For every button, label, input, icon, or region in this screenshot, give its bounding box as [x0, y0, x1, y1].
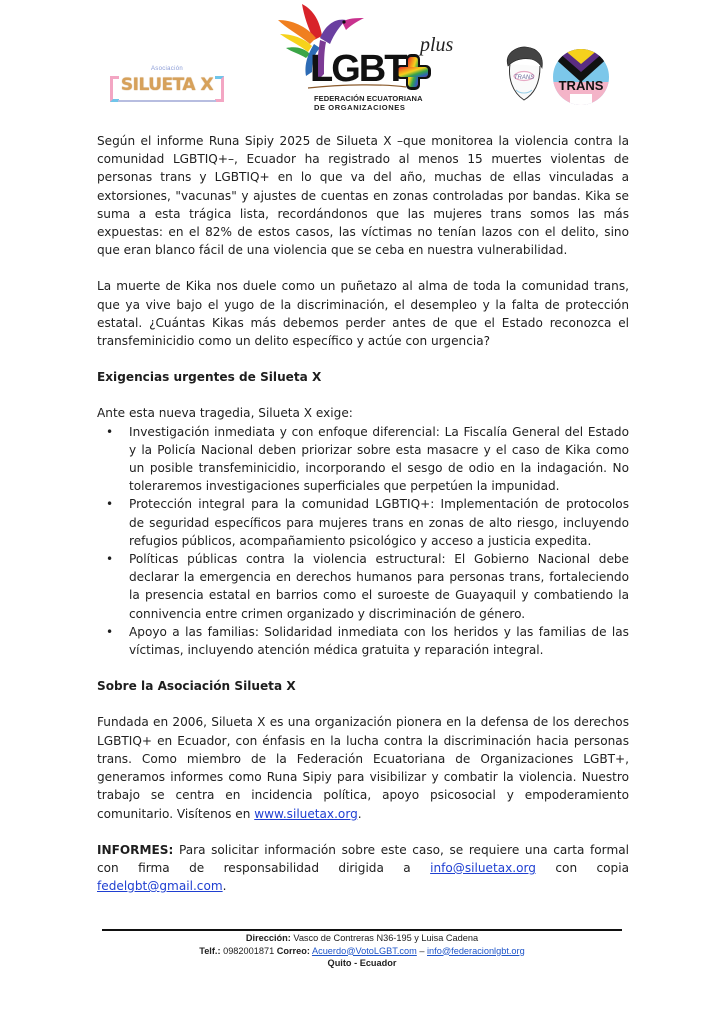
about-period: .: [357, 806, 362, 821]
footer-address-line: [102, 932, 622, 945]
email-separator: –: [416, 945, 428, 956]
demand-item: • Políticas públicas contra la violencia estructural: El Gobierno Nacional debe declarar la emergencia en derechos humanos para personas trans, fortaleciendo la presencia estatal en barrios como el suroeste de Guayaquil y combatiendo la connivencia entre crimen organizado y discriminación de género.: [129, 550, 629, 623]
intro-paragraph: Según el informe Runa Sipiy 2025 de Silueta X –que monitorea la violencia contra la comunidad LGBTIQ+–, Ecuador ha registrado al menos 15 muertes violentas de personas trans y LGBTIQ+ en lo que va del año, muchas de ellas vinculadas a extorsiones, "vacunas" y ajustes de cuentas en zonas controladas por bandas. Kika se suma a esta trágica lista, recordándonos que las mujeres trans somos las más expuestas: en el 82% de estos casos, las víctimas no tenían lazos con el delito, sino que eran blanco fácil de una violencia que se ceba en nuestra vulnerabilidad.: [97, 134, 629, 258]
informes-text: Para solicitar información sobre este caso, se requiere una carta formal con firma de responsabilidad dirigida a: [97, 842, 629, 875]
informes-label: INFORMES:: [97, 842, 174, 857]
plus-wordmark: plus: [420, 34, 454, 56]
kika-paragraph: La muerte de Kika nos duele como un puñetazo al alma de toda la comunidad trans, que ya vive bajo el yugo de la discriminación, el desempleo y la falta de protección estatal. ¿Cuántas Kikas más debemos perder antes de que el Estado reconozca el transfeminicidio como un delito específico y actúe con urgencia?: [97, 279, 629, 349]
informes-period: .: [222, 879, 227, 894]
federacion-email-link[interactable]: info@federacionlgbt.org: [427, 945, 525, 956]
silueta-x-logo: [108, 66, 226, 106]
address-label: Dirección:: [245, 933, 291, 943]
federation-lgbt-logo: [274, 0, 460, 112]
informes-mid: con copia: [536, 860, 629, 875]
trans-circle-logo: [552, 48, 610, 106]
fedelgbt-email-link[interactable]: fedelgbt@gmail.com: [97, 879, 223, 894]
lgbt-wordmark: LGBT: [310, 48, 406, 90]
silueta-logo-word: SILUETA X: [120, 75, 214, 95]
trans-circle-label: TRANS: [558, 78, 604, 93]
voto-email-link[interactable]: Acuerdo@VotoLGBT.com: [311, 945, 417, 956]
footer-divider: [102, 929, 622, 931]
demand-item: • Apoyo a las familias: Solidaridad inmediata con los heridos y las familias de las víctimas, incluyendo atención médica gratuita y reparación integral.: [129, 623, 629, 659]
informes-paragraph: [97, 841, 629, 896]
footer-city: Quito - Ecuador: [327, 958, 397, 968]
footer: [102, 932, 622, 970]
about-heading: Sobre la Asociación Silueta X: [97, 679, 296, 694]
face-sketch-icon: [502, 44, 546, 104]
demand-item: • Protección integral para la comunidad LGBTIQ+: Implementación de protocolos de seguridad específicos para mujeres trans en zonas de alto riesgo, incluyendo refugios públicos, acompañamiento psicológico y acceso a justicia expedita.: [129, 495, 629, 550]
footer-contact-line: [102, 945, 622, 958]
federation-name-line-1: FEDERACIÓN ECUATORIANA: [314, 94, 423, 103]
trans-face-logo: [502, 44, 546, 104]
website-link[interactable]: www.siluetax.org: [254, 806, 358, 821]
demands-intro: Ante esta nueva tragedia, Silueta X exige:: [97, 406, 353, 421]
demand-item: • Investigación inmediata y con enfoque diferencial: La Fiscalía General del Estado y la Policía Nacional deben priorizar sobre esta masacre y el caso de Kika como un posible transfeminicidio, incorporando el sesgo de odio en la indagación. No toleraremos investigaciones superficiales que perpetúen la impunidad.: [129, 423, 629, 496]
trans-flag-circle-icon: [552, 48, 610, 106]
logo-bracket-right: [215, 76, 224, 102]
demands-heading: Exigencias urgentes de Silueta X: [97, 370, 322, 385]
federation-name-line-2: DE ORGANIZACIONES: [314, 103, 406, 112]
email-label: Correo:: [276, 945, 310, 956]
about-paragraph: [97, 713, 629, 822]
logo-underline: [118, 100, 216, 102]
demands-list: [97, 423, 629, 660]
logo-bracket-left: [110, 76, 119, 102]
svg-text:TRANS: TRANS: [513, 75, 535, 81]
phone-value: 0982001871: [220, 945, 277, 956]
phone-label: Telf.:: [199, 945, 221, 956]
address-value: Vasco de Contreras N36-195 y Luisa Cadena: [290, 933, 479, 943]
about-text: Fundada en 2006, Silueta X es una organización pionera en la defensa de los derechos LGBTIQ+ en Ecuador, con énfasis en la lucha contra la discriminación hacia personas trans. Como miembro de la Federación Ecuatoriana de Organizaciones LGBT+, generamos informes como Runa Sipiy para visibilizar y combatir la violencia. Nuestro trabajo se centra en incidencia política, apoyo psicosocial y empoderamiento comunitario. Visítenos en: [97, 715, 629, 821]
silueta-logo-subtitle: Asociación: [150, 66, 183, 72]
document-body: [97, 132, 629, 895]
silueta-email-link[interactable]: info@siluetax.org: [430, 860, 536, 875]
